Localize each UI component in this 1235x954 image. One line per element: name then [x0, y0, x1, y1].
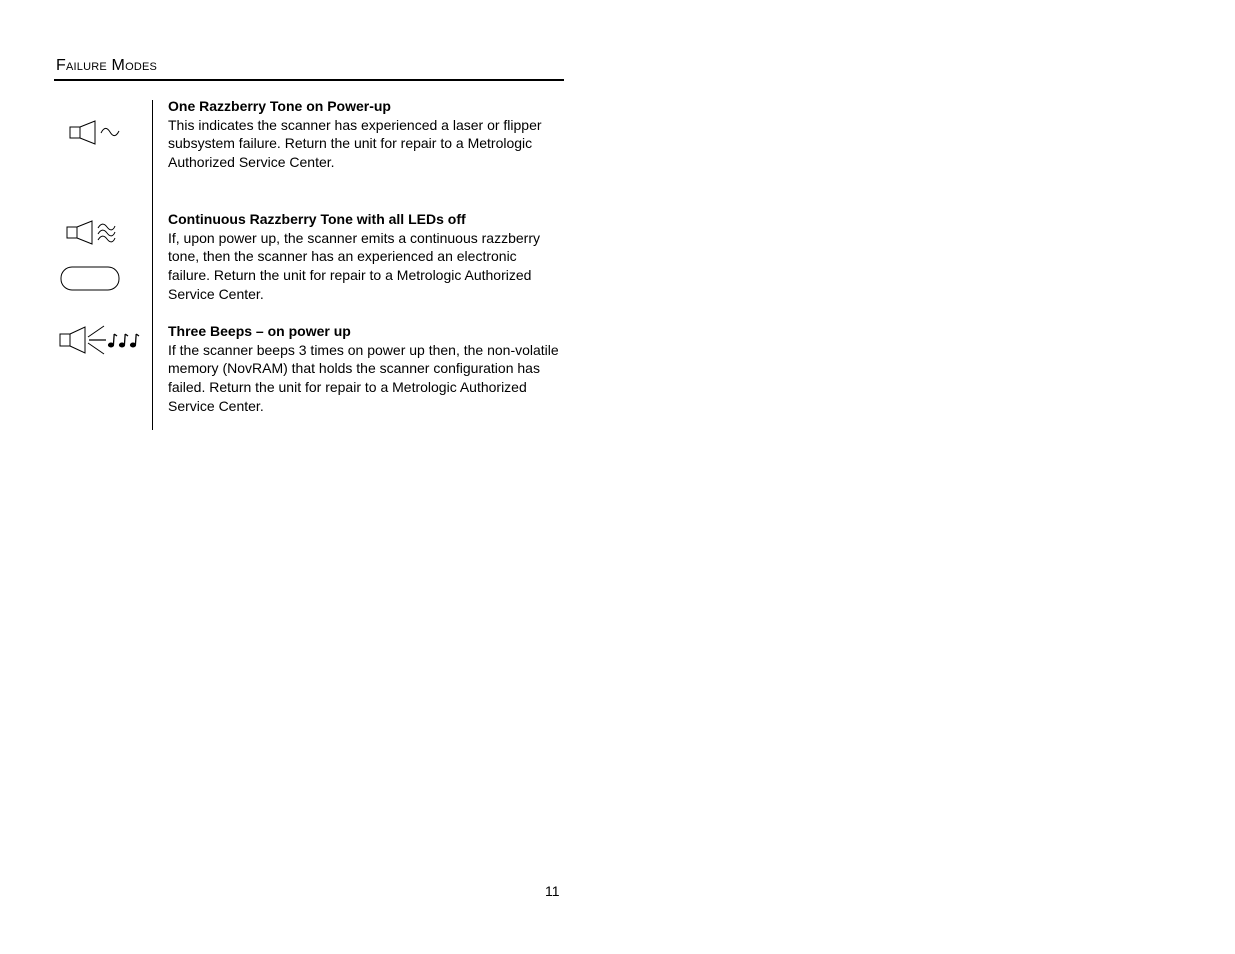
failure-entry [168, 210, 564, 304]
section-title: Failure Modes [56, 57, 158, 74]
entry-heading: Three Beeps – on power up [168, 323, 351, 339]
speaker-three-beeps-icon [56, 323, 142, 357]
entry-body: If the scanner beeps 3 times on power up then, the non-volatile memory (NovRAM) that holds the scanner configuration has failed. Return the unit for repair to a Metrologic Authorized Service Center. [168, 341, 559, 414]
failure-entry [168, 97, 564, 172]
page-number: 11 [545, 883, 560, 899]
led-off-icon [60, 265, 122, 293]
title-rule [54, 79, 564, 81]
speaker-single-tone-icon [64, 118, 122, 148]
entry-heading: One Razzberry Tone on Power-up [168, 98, 391, 114]
entry-heading: Continuous Razzberry Tone with all LEDs off [168, 211, 466, 227]
entry-body: If, upon power up, the scanner emits a continuous razzberry tone, then the scanner has an experienced an electronic failure. Return the unit for repair to a Metrologic Authorized Service Center. [168, 229, 540, 302]
speaker-continuous-tone-icon [62, 219, 118, 247]
entry-body: This indicates the scanner has experienced a laser or flipper subsystem failure. Return the unit for repair to a Metrologic Authorized Service Center. [168, 116, 542, 171]
column-divider [152, 100, 153, 430]
failure-entry [168, 322, 564, 416]
